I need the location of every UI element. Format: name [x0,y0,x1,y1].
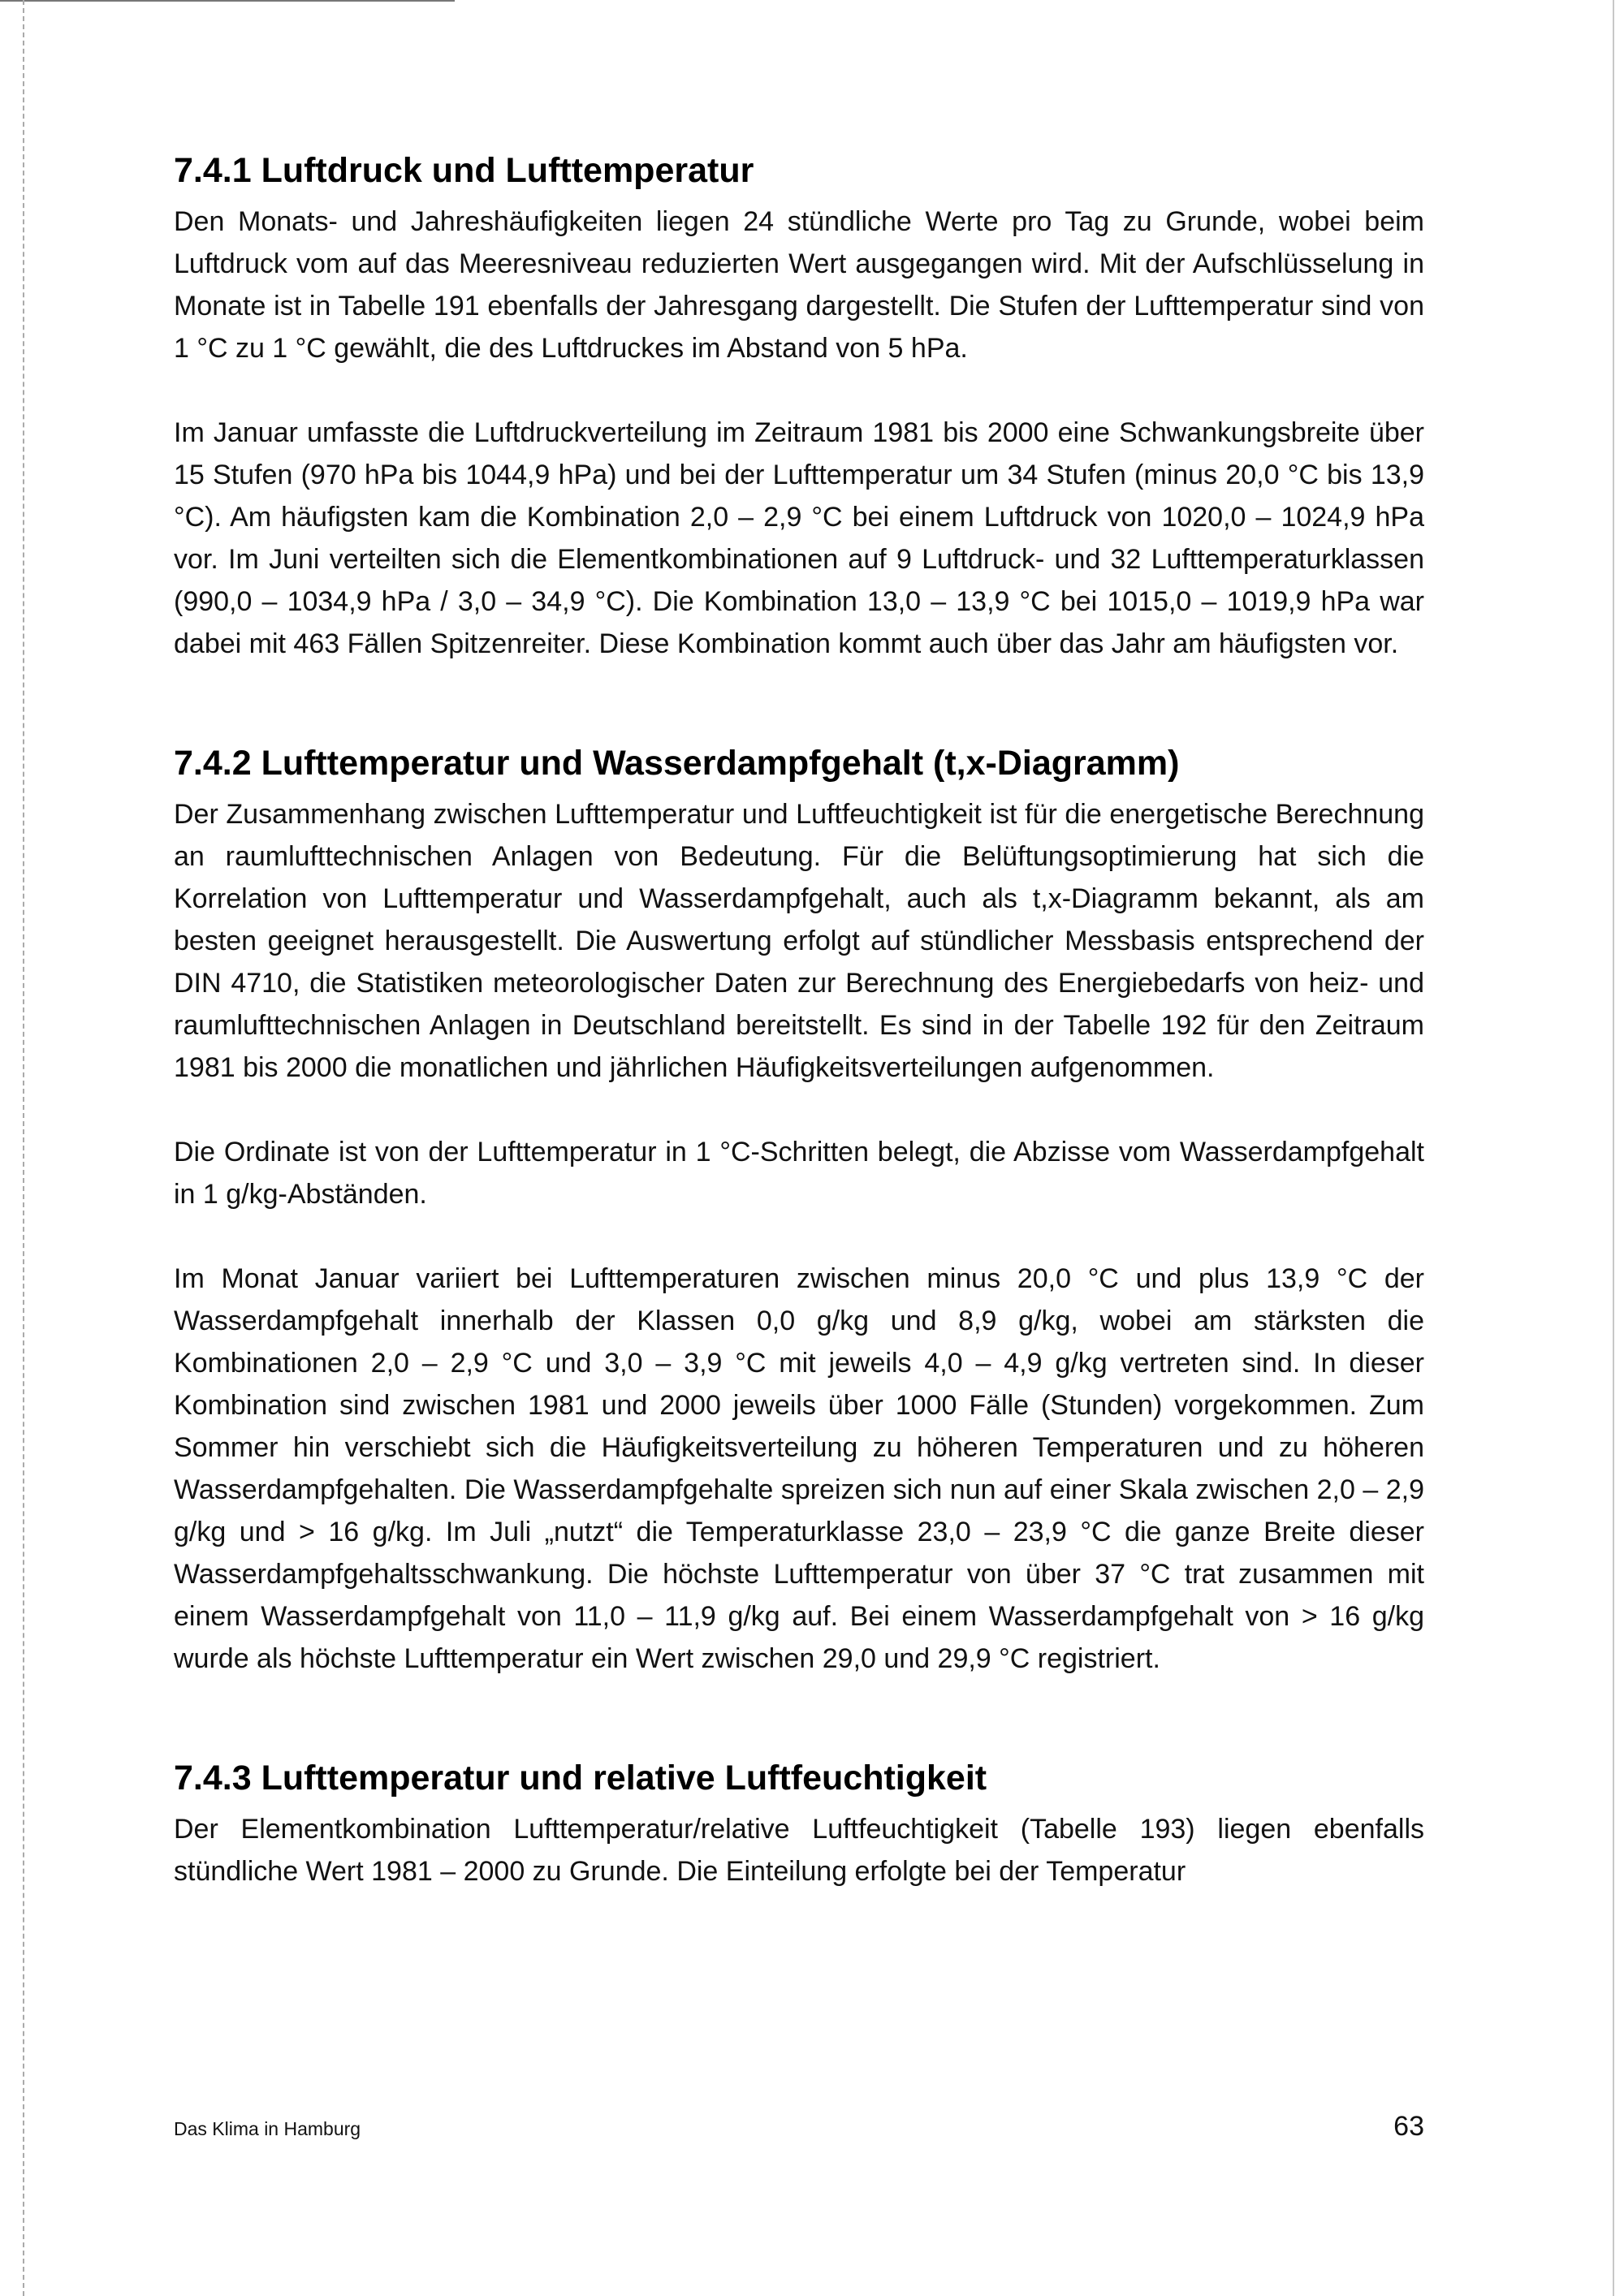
paragraph: Die Ordinate ist von der Lufttemperatur in 1 °C-Schritten belegt, die Abzisse vom Wasserdampfgehalt in 1 g/kg-Abständen. [174,1137,1424,1210]
paragraph: Der Zusammenhang zwischen Lufttemperatur und Luftfeuchtigkeit ist für die energetische Berechnung an raumlufttechnischen Anlagen von Bedeutung. Für die Belüftungsoptimierung hat sich die Korrelation von Lufttemperatur und Wasserdampfgehalt, auch als t,x-Diagramm bekannt, als am besten geeignet herausgestellt. Die Auswertung erfolgt auf stündlicher Messbasis entsprechend der DIN 4710, die Statistiken meteorologischer Daten zur Berechnung des Energiebedarfs von heiz- und raumlufttechnischen Anlagen in Deutschland bereitstellt. Es sind in der Tabelle 192 für den Zeitraum 1981 bis 2000 die monatlichen und jährlichen Häufigkeitsverteilungen aufgenommen. [174,799,1424,1083]
scan-border-top [0,0,455,2]
scan-edge-left [23,0,24,2296]
section-7-4-1 [174,150,1424,665]
paragraph: Im Januar umfasste die Luftdruckverteilung im Zeitraum 1981 bis 2000 eine Schwankungsbreite über 15 Stufen (970 hPa bis 1044,9 hPa) und bei der Lufttemperatur um 34 Stufen (minus 20,0 °C bis 13,9 °C). Am häufigsten kam die Kombination 2,0 – 2,9 °C bei einem Luftdruck von 1020,0 – 1024,9 hPa vor. Im Juni verteilten sich die Elementkombinationen auf 9 Luftdruck- und 32 Lufttemperaturklassen (990,0 – 1034,9 hPa / 3,0 – 34,9 °C). Die Kombination 13,0 – 13,9 °C bei 1015,0 – 1019,9 hPa war dabei mit 463 Fällen Spitzenreiter. Diese Kombination kommt auch über das Jahr am häufigsten vor. [174,417,1424,659]
paragraph: Im Monat Januar variiert bei Lufttemperaturen zwischen minus 20,0 °C und plus 13,9 °C der Wasserdampfgehalt innerhalb der Klassen 0,0 g/kg und 8,9 g/kg, wobei am stärksten die Kombinationen 2,0 – 2,9 °C und 3,0 – 3,9 °C mit jeweils 4,0 – 4,9 g/kg vertreten sind. In dieser Kombination sind zwischen 1981 und 2000 jeweils über 1000 Fälle (Stunden) vorgekommen. Zum Sommer hin verschiebt sich die Häufigkeitsverteilung zu höheren Temperaturen und zu höheren Wasserdampfgehalten. Die Wasserdampfgehalte spreizen sich nun auf einer Skala zwischen 2,0 – 2,9 g/kg und > 16 g/kg. Im Juli „nutzt“ die Temperaturklasse 23,0 – 23,9 °C die ganze Breite dieser Wasserdampfgehaltsschwankung. Die höchste Lufttemperatur von über 37 °C trat zusammen mit einem Wasserdampfgehalt von 11,0 – 11,9 g/kg auf. Bei einem Wasserdampfgehalt von > 16 g/kg wurde als höchste Lufttemperatur ein Wert zwischen 29,0 und 29,9 °C registriert. [174,1263,1424,1674]
paragraph: Den Monats- und Jahreshäufigkeiten liegen 24 stündliche Werte pro Tag zu Grunde, wobei beim Luftdruck vom auf das Meeresniveau reduzierten Wert ausgegangen wird. Mit der Aufschlüsselung in Monate ist in Tabelle 191 ebenfalls der Jahresgang dargestellt. Die Stufen der Lufttemperatur sind von 1 °C zu 1 °C gewählt, die des Luftdruckes im Abstand von 5 hPa. [174,206,1424,364]
section-heading: 7.4.2 Lufttemperatur und Wasserdampfgehalt (t,x-Diagramm) [174,744,1180,783]
section-7-4-3 [174,1758,1424,1892]
footer-title: Das Klima in Hamburg [174,2118,361,2139]
page-footer [174,2111,1424,2143]
page-number: 63 [1393,2111,1424,2142]
paragraph: Der Elementkombination Lufttemperatur/relative Luftfeuchtigkeit (Tabelle 193) liegen ebenfalls stündliche Wert 1981 – 2000 zu Grunde. Die Einteilung erfolgte bei der Temperatur [174,1814,1424,1887]
section-heading: 7.4.1 Luftdruck und Lufttemperatur [174,151,754,190]
scan-edge-right [1613,0,1614,2296]
section-7-4-2 [174,743,1424,1680]
page-content [174,150,1424,1892]
section-heading: 7.4.3 Lufttemperatur und relative Luftfeuchtigkeit [174,1759,987,1798]
